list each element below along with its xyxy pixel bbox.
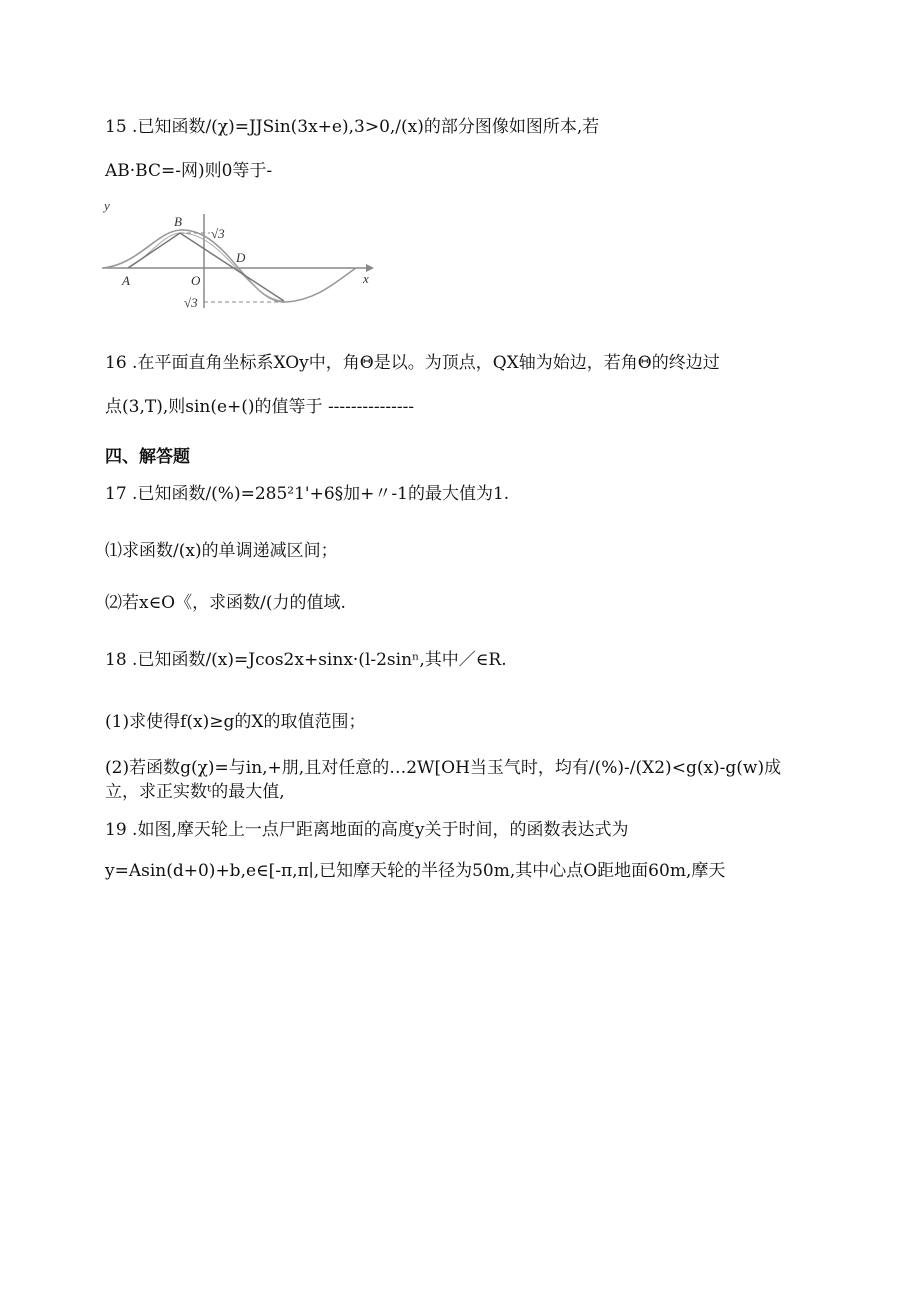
sine-curve-secondary bbox=[128, 233, 284, 301]
q18-part1: (1)求使得f(x)≥g的X的取值范围； bbox=[105, 712, 366, 732]
q19-line2: y=Asin(d+0)+b,e∈[-π,π∣,已知摩天轮的半径为50m,其中心点O距地面60m,摩天 bbox=[105, 861, 726, 881]
q15-line1: 15 .已知函数/(χ)=JJSin(3x+e),3>0,∕(x)的部分图像如图所本,若 bbox=[105, 117, 600, 137]
q17-stem: 17 .已知函数/(%)=285²1'+6§加+〃-1的最大值为1. bbox=[105, 484, 510, 504]
q16-line1: 16 .在平面直角坐标系XOy中，角Θ是以。为顶点，QX轴为始边，若角Θ的终边过 bbox=[105, 353, 720, 373]
q17-part1: ⑴求函数/(x)的单调递减区间； bbox=[105, 541, 338, 561]
label-B: B bbox=[174, 214, 182, 229]
label-A: A bbox=[122, 273, 130, 288]
q18-stem: 18 .已知函数/(x)=Jcos2x+sinx·(l-2sinⁿ,其中／∈R. bbox=[105, 650, 507, 670]
label-sqrt3: √3 bbox=[211, 226, 225, 241]
q18-part2-line1: (2)若函数g(χ)=与in,+朋,且对任意的…2W[OH当玉气时，均有/(%)-/(X2)<g(x)-g(w)成 bbox=[105, 758, 782, 778]
section-heading: 四、解答题 bbox=[105, 447, 190, 467]
label-D: D bbox=[236, 250, 246, 265]
sine-graph-figure bbox=[98, 196, 388, 308]
sine-curve bbox=[102, 230, 356, 302]
q17-part2: ⑵若x∈O《，求函数/(力的值域. bbox=[105, 593, 346, 613]
q15-line2: AB·BC=-网)则0等于- bbox=[105, 161, 273, 181]
q16-line2: 点(3,T),则sin(e+()的值等于 --------------- bbox=[105, 397, 415, 417]
label-O: O bbox=[191, 273, 201, 288]
q18-part2-line2: 立，求正实数ᵗ的最大值, bbox=[105, 782, 285, 802]
q19-line1: 19 .如图,摩天轮上一点尸距离地面的高度y关于时间，的函数表达式为 bbox=[105, 820, 629, 840]
label-x: x bbox=[363, 271, 369, 286]
label-y: y bbox=[104, 198, 110, 213]
label-neg-sqrt3: √3 bbox=[184, 295, 198, 308]
